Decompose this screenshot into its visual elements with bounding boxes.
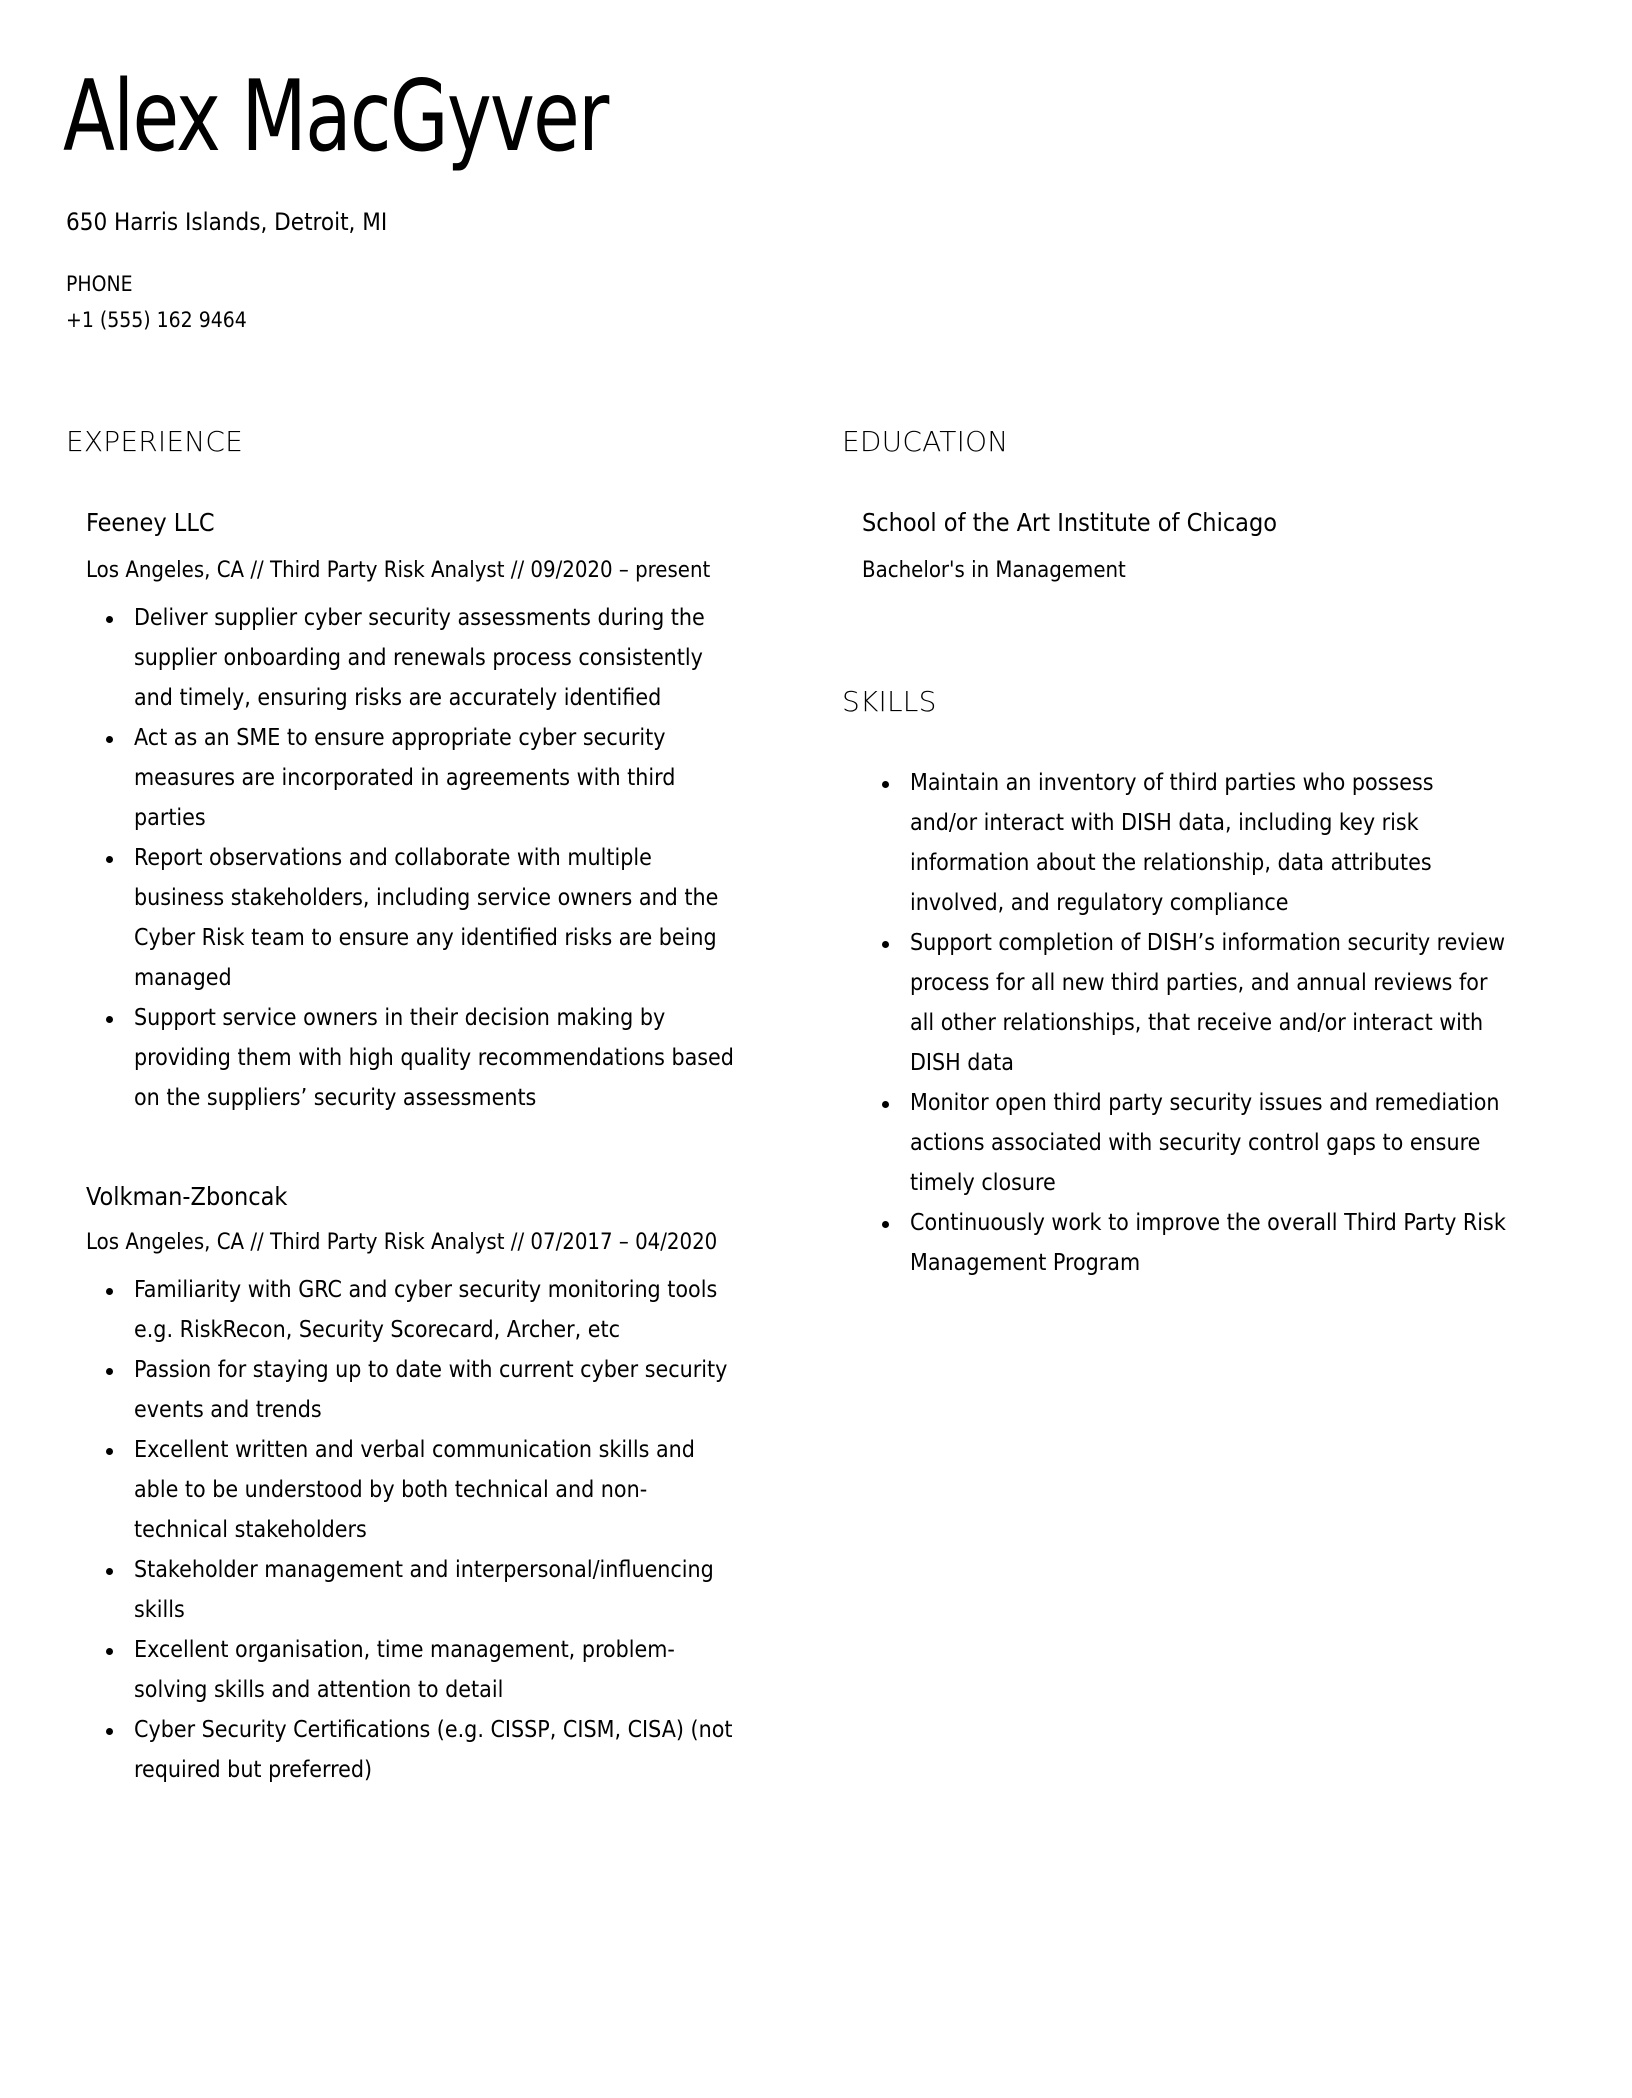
bullet-text-line: e.g. RiskRecon, Security Scorecard, Archer, etc — [134, 1317, 620, 1343]
bullet-dot-icon — [106, 1568, 113, 1575]
degree: Bachelor's in Management — [862, 558, 1126, 583]
bullet-text-line: events and trends — [134, 1397, 322, 1423]
bullet-item — [86, 1350, 732, 1430]
bullet-text-line: and/or interact with DISH data, including key risk — [910, 810, 1419, 836]
bullet-text-line: required but preferred) — [134, 1757, 373, 1783]
bullet-dot-icon — [106, 1648, 113, 1655]
bullet-text-line: skills — [134, 1597, 185, 1623]
job-company: Feeney LLC — [86, 508, 215, 537]
skills-bullets — [862, 763, 1506, 1283]
bullet-item — [86, 1630, 732, 1710]
bullet-item — [86, 1550, 732, 1630]
bullet-text-line: all other relationships, that receive and/or interact with — [910, 1010, 1484, 1036]
bullet-text-line: DISH data — [910, 1050, 1014, 1076]
bullet-text-line: Support service owners in their decision making by — [134, 1005, 666, 1031]
bullet-dot-icon — [106, 736, 113, 743]
bullet-text-line: solving skills and attention to detail — [134, 1677, 504, 1703]
bullet-text-line: measures are incorporated in agreements with third — [134, 765, 676, 791]
bullet-text-line: Management Program — [910, 1250, 1141, 1276]
bullet-text-line: parties — [134, 805, 206, 831]
bullet-text-line: Excellent written and verbal communication skills and — [134, 1437, 695, 1463]
experience-heading: EXPERIENCE — [66, 425, 244, 458]
bullet-text-line: timely closure — [910, 1170, 1056, 1196]
bullet-dot-icon — [106, 616, 113, 623]
skills-heading: SKILLS — [842, 685, 937, 718]
bullet-dot-icon — [882, 781, 889, 788]
job-bullets — [86, 598, 734, 1118]
job-bullets — [86, 1270, 732, 1790]
bullet-item — [862, 1083, 1506, 1203]
job-company: Volkman-Zboncak — [86, 1182, 288, 1211]
bullet-text-line: technical stakeholders — [134, 1517, 367, 1543]
bullet-dot-icon — [882, 941, 889, 948]
bullet-text-line: process for all new third parties, and annual reviews for — [910, 970, 1488, 996]
job-meta: Los Angeles, CA // Third Party Risk Analyst // 09/2020 – present — [86, 558, 711, 583]
bullet-item — [862, 1203, 1506, 1283]
bullet-text-line: able to be understood by both technical and non- — [134, 1477, 648, 1503]
bullet-item — [86, 998, 734, 1118]
bullet-dot-icon — [106, 856, 113, 863]
school-name: School of the Art Institute of Chicago — [862, 508, 1278, 537]
bullet-text-line: Excellent organisation, time management, problem- — [134, 1637, 675, 1663]
bullet-dot-icon — [106, 1368, 113, 1375]
bullet-dot-icon — [106, 1448, 113, 1455]
bullet-text-line: involved, and regulatory compliance — [910, 890, 1289, 916]
bullet-text-line: information about the relationship, data attributes — [910, 850, 1432, 876]
bullet-text-line: supplier onboarding and renewals process consistently — [134, 645, 703, 671]
bullet-text-line: business stakeholders, including service owners and the — [134, 885, 719, 911]
bullet-text-line: actions associated with security control gaps to ensure — [910, 1130, 1481, 1156]
bullet-item — [86, 1710, 732, 1790]
bullet-text-line: Stakeholder management and interpersonal/influencing — [134, 1557, 714, 1583]
address: 650 Harris Islands, Detroit, MI — [66, 208, 388, 236]
bullet-text-line: and timely, ensuring risks are accurately identified — [134, 685, 662, 711]
bullet-text-line: Support completion of DISH’s information security review — [910, 930, 1506, 956]
education-heading: EDUCATION — [842, 425, 1009, 458]
bullet-item — [86, 1430, 732, 1550]
phone-label: PHONE — [66, 272, 133, 296]
bullet-text-line: Report observations and collaborate with multiple — [134, 845, 652, 871]
bullet-text-line: Act as an SME to ensure appropriate cyber security — [134, 725, 666, 751]
bullet-item — [86, 718, 734, 838]
bullet-text-line: Continuously work to improve the overall Third Party Risk — [910, 1210, 1506, 1236]
bullet-item — [862, 763, 1506, 923]
bullet-item — [86, 598, 734, 718]
job-meta: Los Angeles, CA // Third Party Risk Analyst // 07/2017 – 04/2020 — [86, 1230, 718, 1255]
bullet-dot-icon — [106, 1288, 113, 1295]
bullet-text-line: Maintain an inventory of third parties who possess — [910, 770, 1434, 796]
bullet-text-line: Passion for staying up to date with current cyber security — [134, 1357, 728, 1383]
bullet-item — [86, 838, 734, 998]
bullet-item — [862, 923, 1506, 1083]
bullet-dot-icon — [882, 1221, 889, 1228]
phone-number: +1 (555) 162 9464 — [66, 308, 247, 332]
bullet-text-line: Deliver supplier cyber security assessments during the — [134, 605, 705, 631]
candidate-name: Alex MacGyver — [63, 60, 608, 174]
bullet-dot-icon — [882, 1101, 889, 1108]
bullet-text-line: Monitor open third party security issues and remediation — [910, 1090, 1500, 1116]
bullet-text-line: Familiarity with GRC and cyber security monitoring tools — [134, 1277, 718, 1303]
bullet-dot-icon — [106, 1728, 113, 1735]
bullet-text-line: Cyber Security Certifications (e.g. CISSP, CISM, CISA) (not — [134, 1717, 733, 1743]
bullet-text-line: on the suppliers’ security assessments — [134, 1085, 537, 1111]
bullet-text-line: managed — [134, 965, 232, 991]
bullet-text-line: providing them with high quality recommendations based — [134, 1045, 734, 1071]
bullet-item — [86, 1270, 732, 1350]
bullet-dot-icon — [106, 1016, 113, 1023]
bullet-text-line: Cyber Risk team to ensure any identified risks are being — [134, 925, 717, 951]
